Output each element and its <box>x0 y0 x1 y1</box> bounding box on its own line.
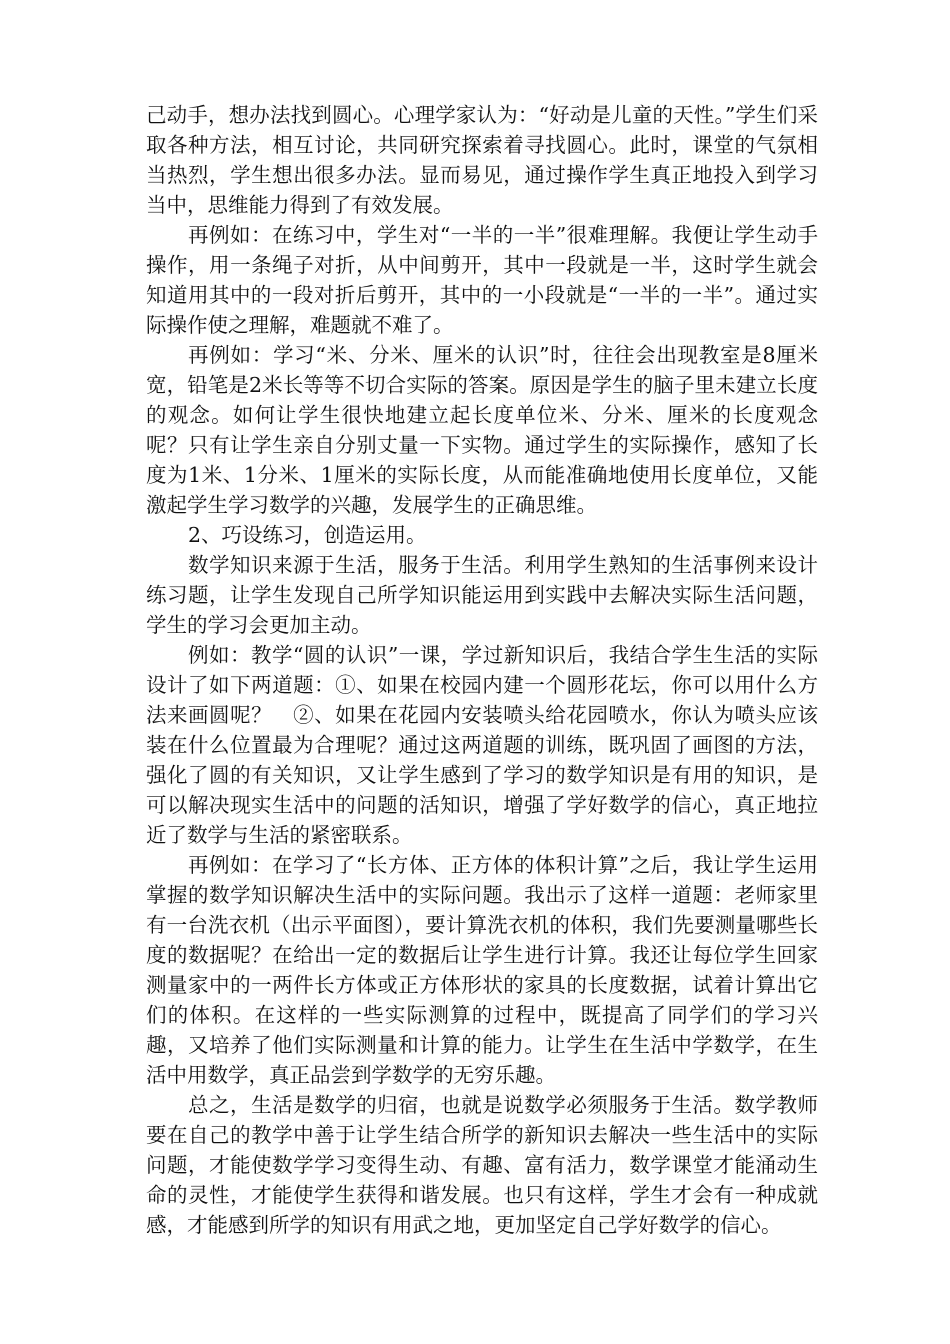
paragraph-6: 例如：教学“圆的认识”一课，学过新知识后，我结合学生生活的实际设计了如下两道题：①、如果在校园内建一个圆形花坛，你可以用什么方法来画圆呢？ ②、如果在花园内安装喷头给花园喷水，你认为喷头应该装在什么位置最为合理呢？通过这两道题的训练，既巩固了画图的方法，强化了圆的有关知识，又让学生感到了学习的数学知识是有用的知识，是可以解决现实生活中的问题的活知识，增强了学好数学的信心，真正地拉近了数学与生活的紧密联系。 <box>146 643 818 847</box>
paragraph-3: 再例如：学习“米、分米、厘米的认识”时，往往会出现教室是8厘米宽，铅笔是2米长等等不切合实际的答案。原因是学生的脑子里未建立长度的观念。如何让学生很快地建立起长度单位米、分米、厘米的长度观念呢？只有让学生亲自分别丈量一下实物。通过学生的实际操作，感知了长度为1米、1分米、1厘米的实际长度，从而能准确地使用长度单位，又能激起学生学习数学的兴趣，发展学生的正确思维。 <box>146 343 818 517</box>
paragraph-8: 总之，生活是数学的归宿，也就是说数学必须服务于生活。数学教师要在自己的教学中善于让学生结合所学的新知识去解决一些生活中的实际问题，才能使数学学习变得生动、有趣、富有活力，数学课堂才能涌动生命的灵性，才能使学生获得和谐发展。也只有这样，学生才会有一种成就感，才能感到所学的知识有用武之地，更加坚定自己学好数学的信心。 <box>146 1093 818 1237</box>
section-heading: 2、巧设练习，创造运用。 <box>188 523 427 547</box>
document-page <box>146 100 818 1240</box>
paragraph-1: 己动手，想办法找到圆心。心理学家认为：“好动是儿童的天性。”学生们采取各种方法，相互讨论，共同研究探索着寻找圆心。此时，课堂的气氛相当热烈，学生想出很多办法。显而易见，通过操作学生真正地投入到学习当中，思维能力得到了有效发展。 <box>146 103 818 217</box>
paragraph-2: 再例如：在练习中，学生对“一半的一半”很难理解。我便让学生动手操作，用一条绳子对折，从中间剪开，其中一段就是一半，这时学生就会知道用其中的一段对折后剪开，其中的一小段就是“一半的一半”。通过实际操作使之理解，难题就不难了。 <box>146 223 818 337</box>
paragraph-5: 数学知识来源于生活，服务于生活。利用学生熟知的生活事例来设计练习题，让学生发现自己所学知识能运用到实践中去解决实际生活问题，学生的学习会更加主动。 <box>146 553 818 637</box>
paragraph-7: 再例如：在学习了“长方体、正方体的体积计算”之后，我让学生运用掌握的数学知识解决生活中的实际问题。我出示了这样一道题：老师家里有一台洗衣机（出示平面图），要计算洗衣机的体积，我们先要测量哪些长度的数据呢？在给出一定的数据后让学生进行计算。我还让每位学生回家测量家中的一两件长方体或正方体形状的家具的长度数据，试着计算出它们的体积。在这样的一些实际测算的过程中，既提高了同学们的学习兴趣，又培养了他们实际测量和计算的能力。让学生在生活中学数学，在生活中用数学，真正品尝到学数学的无穷乐趣。 <box>146 853 818 1087</box>
